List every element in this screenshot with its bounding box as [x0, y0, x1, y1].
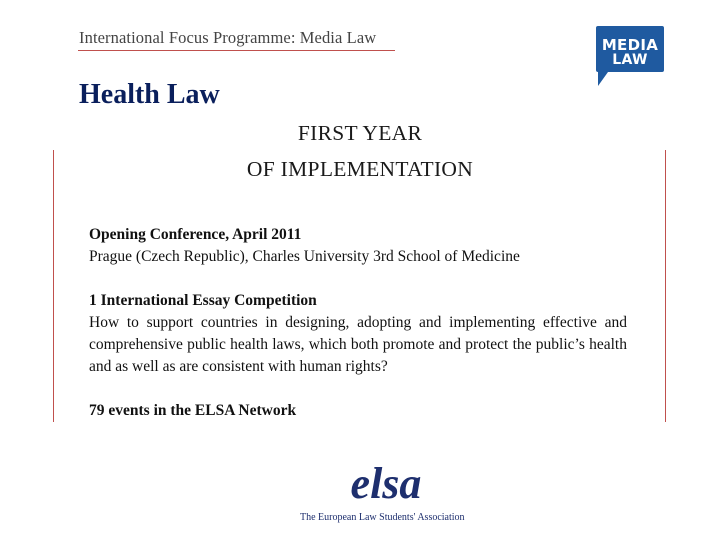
conference-heading: Opening Conference, April 2011	[89, 226, 302, 243]
subheading-first-year: FIRST YEAR	[297, 121, 423, 145]
svg-text:elsa: elsa	[350, 459, 422, 506]
media-law-logo	[594, 24, 666, 88]
essay-competition-heading: 1 International Essay Competition	[89, 292, 317, 309]
left-border-line	[53, 150, 54, 422]
logo-text-media: MEDIA	[601, 36, 659, 54]
content-body	[89, 224, 627, 422]
elsa-caption: The European Law Students' Association	[300, 512, 465, 523]
header-divider	[78, 50, 395, 51]
elsa-wordmark	[336, 458, 436, 506]
page-title: Health Law	[79, 79, 220, 110]
events-count: 79 events in the ELSA Network	[89, 402, 297, 419]
subheading-implementation: OF IMPLEMENTATION	[246, 157, 474, 181]
logo-text-law: LAW	[612, 52, 648, 68]
essay-question: How to support countries in designing, adopting and implementing effective and comprehensive public health laws, which both promote and protect the public’s health and as well as are consistent with human rights?	[89, 314, 627, 375]
conference-detail: Prague (Czech Republic), Charles University 3rd School of Medicine	[89, 248, 520, 265]
right-border-line	[665, 150, 666, 422]
elsa-logo	[300, 458, 464, 528]
programme-title: International Focus Programme: Media Law	[79, 28, 377, 47]
